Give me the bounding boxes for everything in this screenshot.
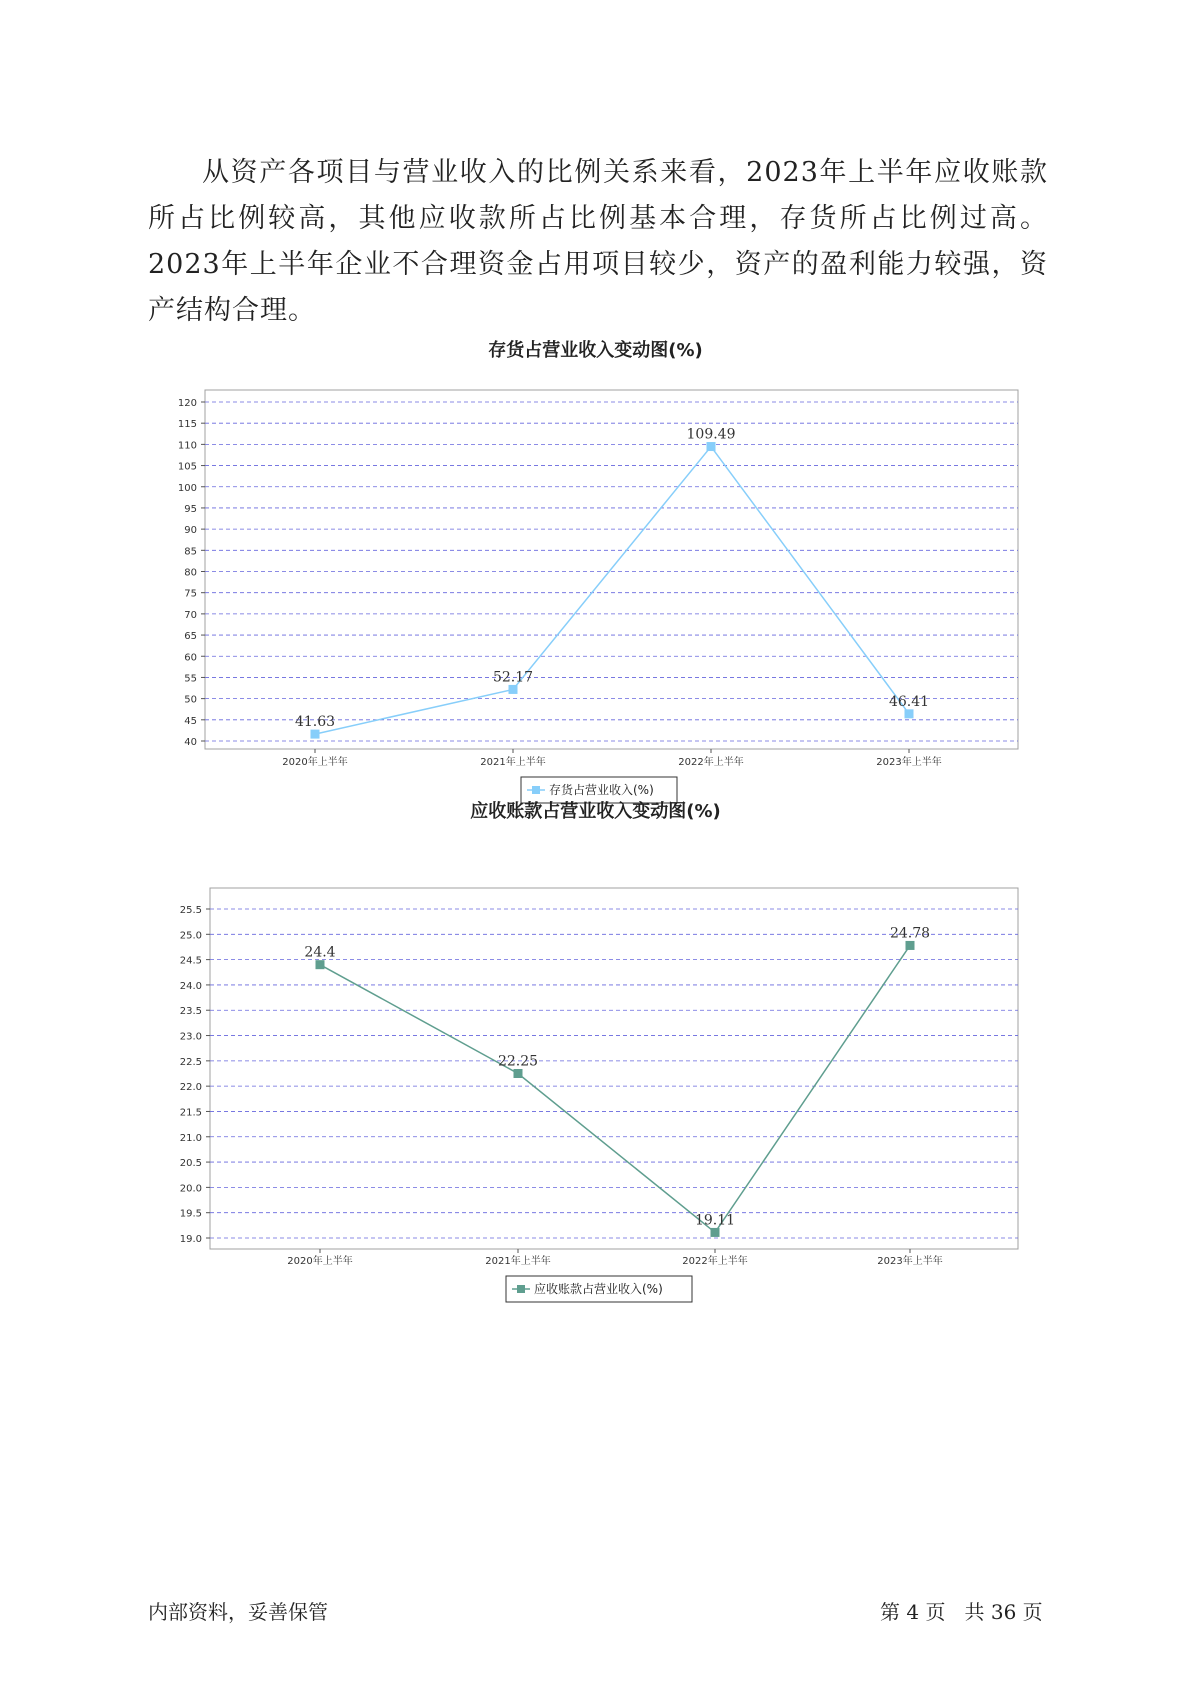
- y-tick-label: 40: [184, 737, 197, 748]
- data-label: 46.41: [888, 693, 930, 710]
- data-point: [711, 1228, 720, 1237]
- y-tick-label: 80: [184, 567, 197, 579]
- x-tick-label: 2021年上半年: [480, 757, 546, 768]
- y-tick-label: 65: [184, 631, 197, 643]
- data-label: 24.4: [304, 944, 336, 961]
- y-tick-label: 95: [184, 503, 197, 515]
- y-tick-label: 120: [177, 398, 197, 409]
- legend-label: 应收账款占营业收入(%): [534, 1282, 663, 1296]
- chart-1-title: 存货占营业收入变动图(%): [488, 340, 703, 361]
- x-tick-label: 2021年上半年: [485, 1256, 551, 1267]
- y-tick-label: 45: [184, 715, 197, 727]
- footer-confidential: 内部资料，妥善保管: [148, 1600, 328, 1624]
- y-tick-label: 24.5: [179, 955, 202, 967]
- y-tick-label: 115: [177, 419, 197, 431]
- x-tick-label: 2020年上半年: [282, 757, 348, 768]
- y-tick-label: 20.5: [179, 1158, 202, 1170]
- y-tick-label: 75: [184, 588, 197, 600]
- y-tick-label: 23.5: [179, 1006, 202, 1018]
- data-label: 52.17: [492, 669, 534, 686]
- y-tick-label: 105: [177, 461, 197, 473]
- x-tick-label: 2022年上半年: [682, 1256, 748, 1267]
- data-label: 109.49: [686, 426, 736, 443]
- y-tick-label: 22.0: [179, 1082, 202, 1094]
- data-label: 41.63: [294, 714, 336, 731]
- chart-2-title: 应收账款占营业收入变动图(%): [470, 801, 721, 822]
- series-line: [320, 945, 910, 1232]
- footer-page-number: 第 4 页 共 36 页: [880, 1600, 1043, 1624]
- y-tick-label: 50: [184, 694, 197, 706]
- y-tick-label: 85: [184, 546, 197, 558]
- x-tick-label: 2023年上半年: [877, 1256, 943, 1267]
- legend-label: 存货占营业收入(%): [549, 783, 654, 797]
- y-tick-label: 70: [184, 609, 197, 621]
- y-tick-label: 100: [177, 482, 197, 494]
- y-tick-label: 21.0: [179, 1132, 202, 1144]
- body-paragraph: 从资产各项目与营业收入的比例关系来看，2023年上半年应收账款所占比例较高，其他应收款所占比例基本合理，存货所占比例过高。2023年上半年企业不合理资金占用项目较少，资产的盈利能力较强，资产结构合理。: [148, 157, 1048, 326]
- data-label: 19.11: [694, 1212, 736, 1229]
- data-label: 22.25: [497, 1053, 539, 1070]
- y-tick-label: 25.5: [179, 905, 202, 916]
- x-tick-label: 2023年上半年: [876, 757, 942, 768]
- data-point: [906, 941, 915, 950]
- y-tick-label: 20.0: [179, 1183, 202, 1195]
- y-tick-label: 60: [184, 652, 197, 664]
- y-tick-label: 90: [184, 525, 197, 537]
- data-point: [316, 960, 325, 969]
- y-tick-label: 19.0: [179, 1234, 202, 1245]
- y-tick-label: 21.5: [179, 1107, 202, 1119]
- plot-area: [210, 888, 1018, 1249]
- y-tick-label: 22.5: [179, 1056, 202, 1068]
- y-tick-label: 23.0: [179, 1031, 202, 1043]
- data-point: [514, 1069, 523, 1078]
- y-tick-label: 24.0: [179, 980, 202, 992]
- y-tick-label: 55: [184, 673, 197, 685]
- legend-marker: [517, 1285, 525, 1293]
- x-tick-label: 2022年上半年: [678, 757, 744, 768]
- y-tick-label: 19.5: [179, 1208, 202, 1220]
- data-label: 24.78: [889, 925, 931, 942]
- y-tick-label: 110: [177, 440, 197, 452]
- y-tick-label: 25.0: [179, 930, 202, 942]
- x-tick-label: 2020年上半年: [287, 1256, 353, 1267]
